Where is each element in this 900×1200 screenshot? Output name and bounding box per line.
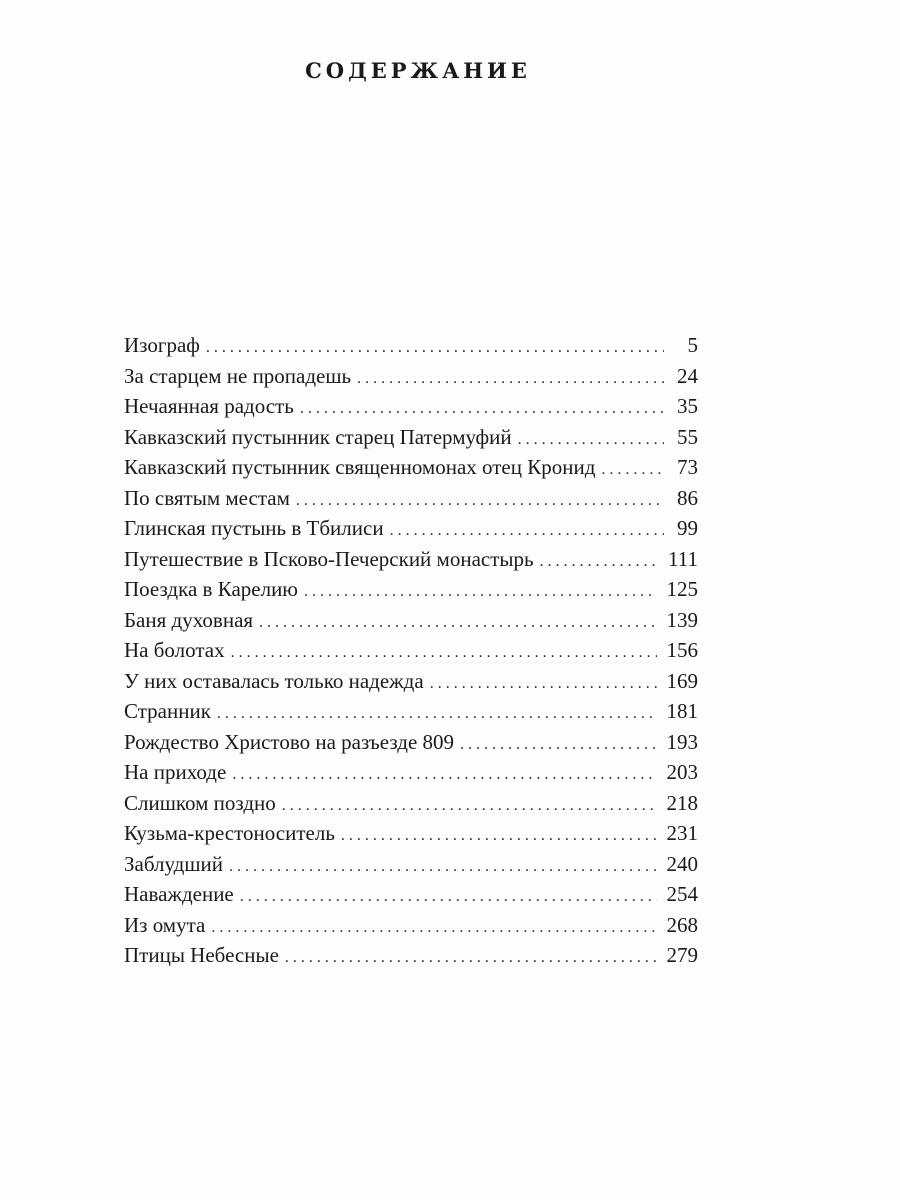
toc-entry-page: 268 [666,912,698,937]
toc-entry-title: Из омута [124,912,206,937]
toc-leader-dots [304,577,657,608]
toc-entry-title: Слишком поздно [124,790,276,815]
toc-entry-title: Изограф [124,333,200,357]
page-title: СОДЕРЖАНИЕ [305,58,531,83]
toc-leader-dots [282,791,657,822]
toc-entry-title: Поездка в Карелию [124,577,298,601]
toc-entry-title: Странник [124,699,211,723]
toc-entry-title: Кузьма-крестоноситель [124,821,335,845]
toc-leader-dots [217,699,657,730]
toc-entry-title: На приходе [124,760,227,784]
toc-entry-page: 35 [677,394,698,418]
toc-leader-dots [232,760,656,791]
toc-entry[interactable] [124,696,698,727]
toc-entry-page: 86 [677,485,698,510]
toc-leader-dots [341,821,657,852]
toc-entry[interactable] [124,788,698,819]
toc-leader-dots [229,852,657,883]
toc-leader-dots [296,486,664,517]
toc-entry-page: 5 [687,333,698,357]
toc-entry[interactable] [124,849,698,880]
toc-leader-dots [390,516,664,547]
toc-entry-page: 203 [666,760,698,784]
toc-entry-title: За старцем не пропадешь [124,363,352,388]
toc-entry-title: На болотах [124,638,225,662]
toc-entry-title: Баня духовная [124,607,254,632]
toc-entry-title: У них оставалась только надежда [124,668,424,693]
toc-entry-page: 279 [666,943,698,967]
toc-entry-title: Кавказский пустынник старец Патермуфий [124,424,512,449]
toc-entry[interactable] [124,605,698,636]
toc-leader-dots [518,425,664,456]
toc-entry[interactable] [124,940,698,971]
toc-entry-page: 156 [666,638,698,662]
toc-entry[interactable] [124,727,698,758]
toc-entry-page: 111 [668,546,698,571]
toc-entry-page: 254 [666,882,698,906]
toc-entry-page: 193 [666,729,698,754]
toc-leader-dots [211,913,656,944]
toc-leader-dots [540,547,658,578]
toc-entry[interactable] [124,666,698,697]
toc-entry-page: 55 [677,424,698,449]
toc-leader-dots [285,943,657,974]
toc-entry-page: 125 [666,577,698,601]
toc-entry-page: 24 [677,363,698,388]
toc-leader-dots [601,455,664,486]
toc-entry-page: 231 [666,821,698,845]
toc-entry-page: 218 [666,790,698,815]
toc-entry[interactable] [124,422,698,453]
toc-leader-dots [460,730,656,761]
toc-entry-title: Нечаянная радость [124,394,294,418]
toc-entry-page: 169 [666,668,698,693]
toc-entry-title: Наваждение [124,882,234,906]
toc-leader-dots [231,638,657,669]
toc-entry[interactable] [124,452,698,483]
toc-entry[interactable] [124,910,698,941]
toc-leader-dots [430,669,657,700]
toc-entry[interactable] [124,574,698,605]
toc-entry-page: 139 [666,607,698,632]
toc-entry[interactable] [124,391,698,422]
toc-entry-page: 240 [666,851,698,876]
toc-entry[interactable] [124,330,698,361]
table-of-contents [124,330,698,971]
toc-entry-page: 73 [677,455,698,479]
toc-entry[interactable] [124,635,698,666]
toc-entry-title: Заблудший [124,851,223,876]
toc-entry[interactable] [124,879,698,910]
toc-entry-title: Глинская пустынь в Тбилиси [124,516,384,540]
toc-entry-title: Птицы Небесные [124,943,279,967]
toc-entry[interactable] [124,483,698,514]
toc-leader-dots [357,364,664,395]
toc-entry-page: 99 [677,516,698,540]
toc-entry-title: Кавказский пустынник священномонах отец Кронид [124,455,596,479]
toc-entry-title: Рождество Христово на разъезде 809 [124,729,455,754]
toc-leader-dots [240,882,657,913]
toc-leader-dots [259,608,656,639]
toc-entry-page: 181 [666,699,698,723]
toc-entry[interactable] [124,818,698,849]
toc-leader-dots [300,394,664,425]
toc-entry[interactable] [124,757,698,788]
toc-entry[interactable] [124,513,698,544]
toc-entry-title: Путешествие в Псково-Печерский монастырь [124,546,534,571]
toc-entry-title: По святым местам [124,485,290,510]
toc-entry[interactable] [124,361,698,392]
toc-entry[interactable] [124,544,698,575]
toc-leader-dots [206,333,664,364]
